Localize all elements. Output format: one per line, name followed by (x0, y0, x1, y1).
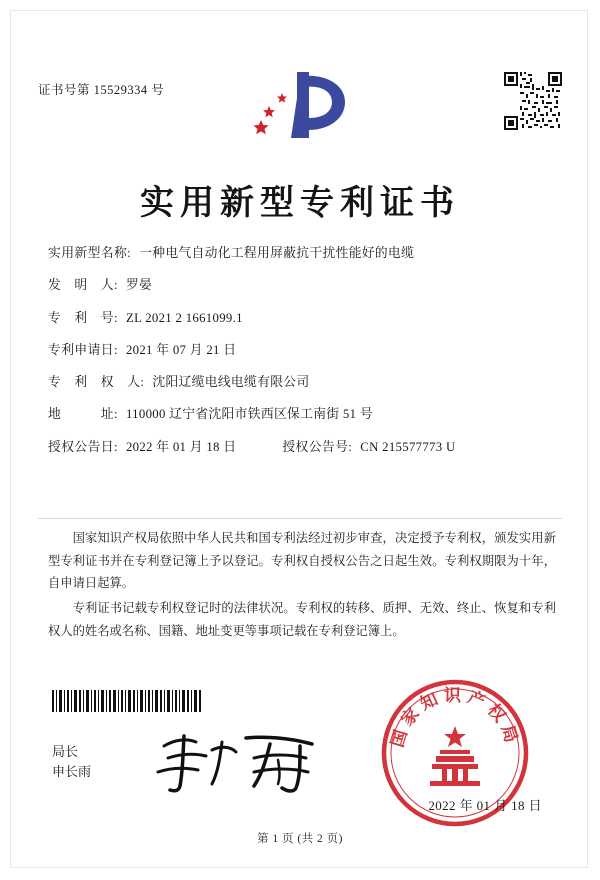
grant-announcement-row (48, 441, 558, 454)
field-row (48, 376, 558, 389)
grant-number-label: 授权公告号: (282, 439, 353, 454)
paragraph-1: 国家知识产权局依照中华人民共和国专利法经过初步审查，决定授予专利权，颁发实用新型专利证书并在专利登记簿上予以登记。专利权自授权公告之日起生效。专利权期限为十年，自申请日起算。 (48, 531, 556, 591)
body-text (48, 527, 556, 645)
field-value: 110000 辽宁省沈阳市铁西区保工南街 51 号 (125, 407, 373, 422)
certificate-number: 证书号第 15529334 号 (38, 83, 165, 97)
seal-date: 2022 年 01 月 18 日 (428, 798, 542, 813)
director-name-label: 申长雨 (52, 764, 92, 780)
section-divider (38, 518, 562, 519)
grant-date-label: 授权公告日: (48, 439, 118, 454)
cnipa-logo-icon (235, 68, 365, 146)
field-value: 2021 年 07 月 21 日 (125, 342, 237, 357)
field-row (48, 344, 558, 357)
field-label: 专利申请日: (48, 342, 118, 357)
field-row (48, 247, 558, 260)
field-label: 专 利 号: (48, 310, 118, 325)
qr-code-icon (504, 72, 562, 130)
director-title-label: 局长 (52, 744, 79, 759)
field-list (48, 247, 558, 473)
grant-number-value: CN 215577773 U (360, 439, 456, 454)
field-value: ZL 2021 2 1661099.1 (125, 310, 243, 325)
paragraph-2: 专利证书记载专利权登记时的法律状况。专利权的转移、质押、无效、终止、恢复和专利权人的姓名或名称、国籍、地址变更等事项记载在专利登记簿上。 (48, 601, 556, 638)
page-number: 第 1 页 (共 2 页) (256, 833, 344, 845)
field-label: 专 利 权 人: (48, 375, 145, 390)
field-value: 一种电气自动化工程用屏蔽抗干扰性能好的电缆 (139, 246, 415, 260)
barcode-icon (52, 690, 202, 712)
field-row (48, 408, 558, 421)
grant-date-value: 2022 年 01 月 18 日 (125, 439, 237, 454)
field-label: 地 址: (48, 407, 118, 422)
field-row (48, 279, 558, 292)
field-label: 发 明 人: (48, 278, 118, 293)
page-title: 实用新型专利证书 (140, 185, 460, 222)
field-row (48, 312, 558, 325)
field-value: 罗晏 (125, 278, 153, 293)
signature-block (52, 742, 91, 782)
seal-text: 国家知识产权局 (387, 686, 523, 750)
field-label: 实用新型名称: (48, 246, 132, 260)
handwritten-signature (150, 728, 340, 798)
field-value: 沈阳辽缆电线电缆有限公司 (152, 375, 310, 390)
